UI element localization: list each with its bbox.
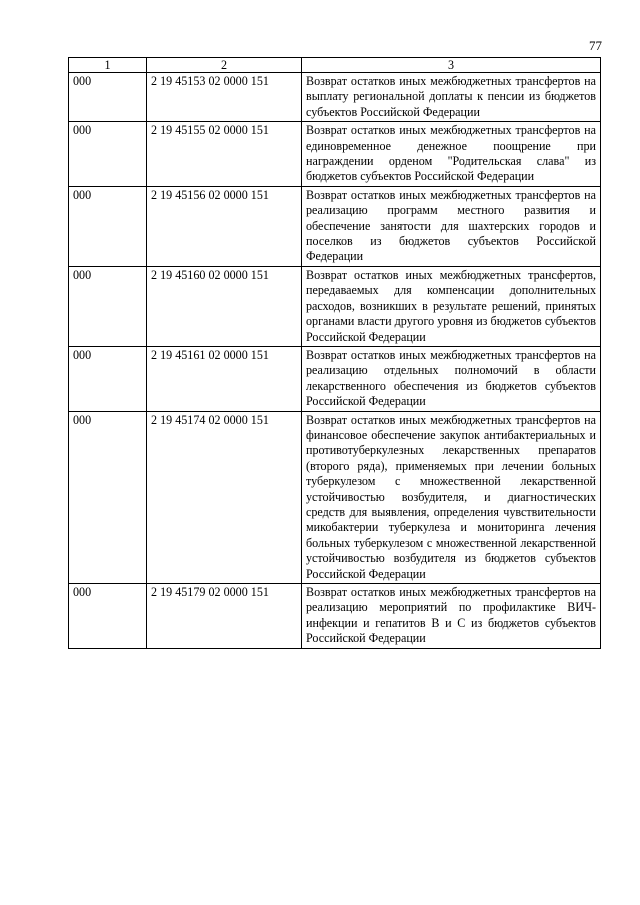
budget-classification-table bbox=[68, 57, 601, 649]
column-header-2: 2 bbox=[147, 58, 302, 73]
budget-code-cell: 2 19 45160 02 0000 151 bbox=[147, 266, 302, 346]
table-row bbox=[69, 266, 601, 346]
budget-code-cell: 2 19 45156 02 0000 151 bbox=[147, 186, 302, 266]
admin-code-cell: 000 bbox=[69, 186, 147, 266]
table-row bbox=[69, 346, 601, 411]
description-cell: Возврат остатков иных межбюджетных трансфертов на финансовое обеспечение закупок антибактериальных и противотуберкулезных лекарственных препаратов (второго ряда), применяемых при лечении больных туберкулезом с множественной лекарственной устойчивостью возбудителя, и диагностических средств для выявления, определения чувствительности микобактерии туберкулеза и мониторинга лечения больных туберкулезом с множественной лекарственной устойчивостью возбудителя из бюджетов субъектов Российской Федерации bbox=[302, 411, 601, 583]
table-row bbox=[69, 411, 601, 583]
admin-code-cell: 000 bbox=[69, 584, 147, 649]
budget-code-cell: 2 19 45153 02 0000 151 bbox=[147, 73, 302, 122]
admin-code-cell: 000 bbox=[69, 122, 147, 187]
description-cell: Возврат остатков иных межбюджетных трансфертов на реализацию отдельных полномочий в области лекарственного обеспечения из бюджетов субъектов Российской Федерации bbox=[302, 346, 601, 411]
table-row bbox=[69, 186, 601, 266]
admin-code-cell: 000 bbox=[69, 266, 147, 346]
budget-code-cell: 2 19 45179 02 0000 151 bbox=[147, 584, 302, 649]
column-header-3: 3 bbox=[302, 58, 601, 73]
description-cell: Возврат остатков иных межбюджетных трансфертов на единовременное денежное поощрение при награждении орденом "Родительская слава" из бюджетов субъектов Российской Федерации bbox=[302, 122, 601, 187]
budget-code-cell: 2 19 45161 02 0000 151 bbox=[147, 346, 302, 411]
table-row bbox=[69, 73, 601, 122]
admin-code-cell: 000 bbox=[69, 73, 147, 122]
page-number: 77 bbox=[589, 38, 602, 53]
description-cell: Возврат остатков иных межбюджетных трансфертов, передаваемых для компенсации дополнительных расходов, возникших в результате решений, принятых органами власти другого уровня из бюджетов субъектов Российской Федерации bbox=[302, 266, 601, 346]
description-cell: Возврат остатков иных межбюджетных трансфертов на реализацию программ местного развития и обеспечение занятости для шахтерских городов и поселков из бюджетов субъектов Российской Федерации bbox=[302, 186, 601, 266]
budget-code-cell: 2 19 45155 02 0000 151 bbox=[147, 122, 302, 187]
description-cell: Возврат остатков иных межбюджетных трансфертов на выплату региональной доплаты к пенсии из бюджетов субъектов Российской Федерации bbox=[302, 73, 601, 122]
admin-code-cell: 000 bbox=[69, 346, 147, 411]
table-row bbox=[69, 122, 601, 187]
table-row bbox=[69, 584, 601, 649]
description-cell: Возврат остатков иных межбюджетных трансфертов на реализацию мероприятий по профилактике ВИЧ-инфекции и гепатитов B и C из бюджетов субъектов Российской Федерации bbox=[302, 584, 601, 649]
admin-code-cell: 000 bbox=[69, 411, 147, 583]
table-header-row bbox=[69, 58, 601, 73]
column-header-1: 1 bbox=[69, 58, 147, 73]
budget-code-cell: 2 19 45174 02 0000 151 bbox=[147, 411, 302, 583]
